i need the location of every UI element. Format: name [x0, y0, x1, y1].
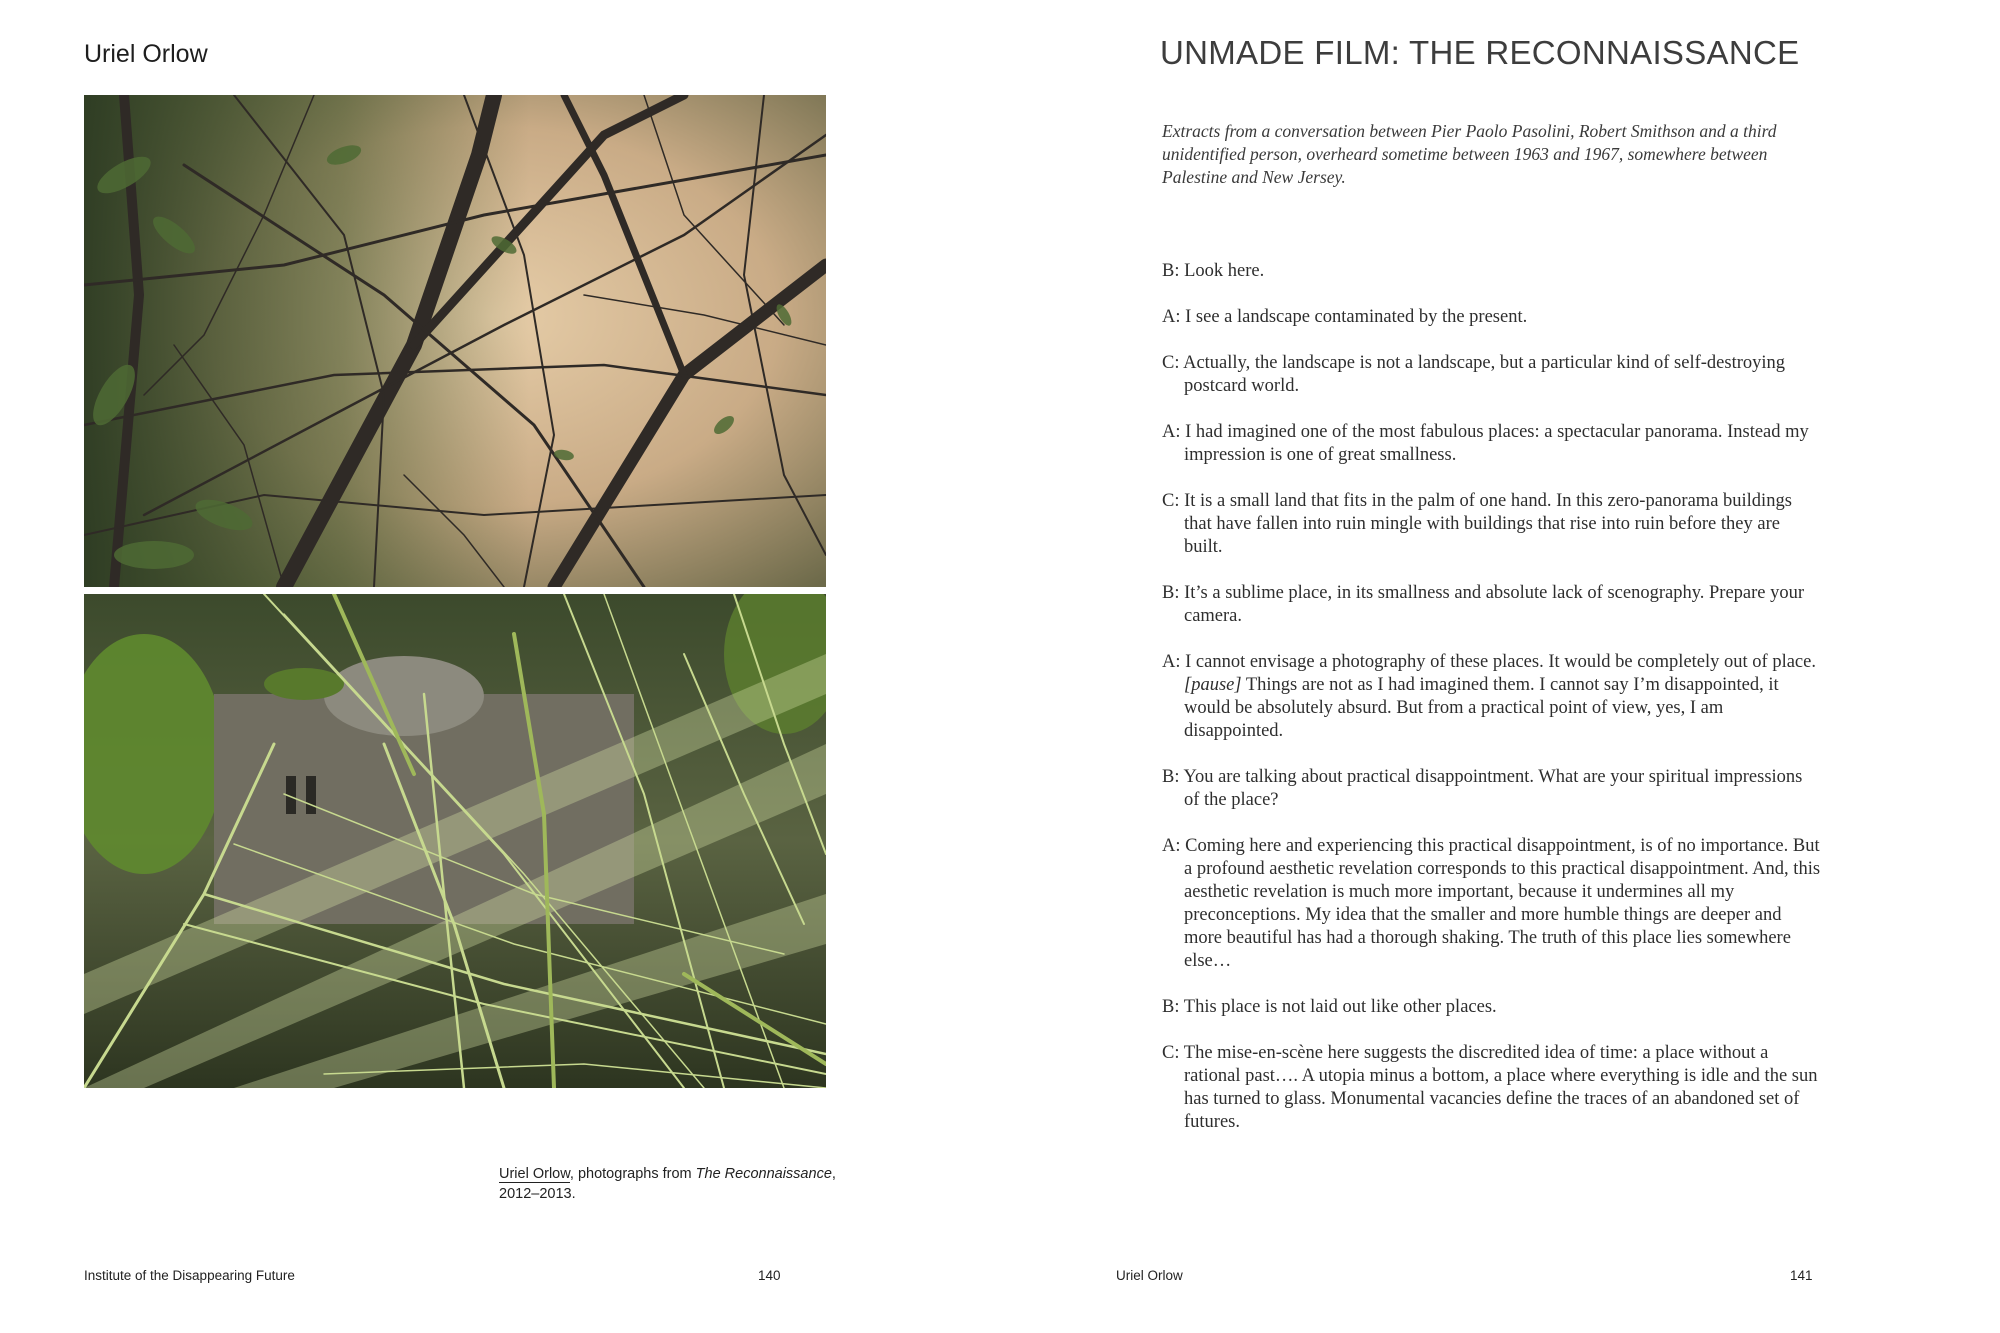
photo-barley-ruin — [84, 594, 826, 1088]
dialogue-text: You are talking about practical disappointment. What are your spiritual impressions of the place? — [1183, 767, 1803, 810]
dialogue-turn — [1162, 766, 1822, 812]
dialogue — [1162, 260, 1822, 1157]
footer-author: Uriel Orlow — [1116, 1268, 1183, 1283]
dialogue-text: Actually, the landscape is not a landscape, but a particular kind of self-destroying postcard world. — [1183, 353, 1786, 396]
dialogue-turn — [1162, 582, 1822, 628]
dialogue-text: I cannot envisage a photography of these places. It would be completely out of place. — [1185, 652, 1816, 672]
photo-tree-branches — [84, 95, 826, 587]
caption-text: , photographs from — [569, 1166, 696, 1182]
caption-years: 2012–2013. — [499, 1186, 576, 1202]
caption-work-title: The Reconnaissance — [695, 1166, 832, 1182]
dialogue-turn — [1162, 421, 1822, 467]
dialogue-text: It’s a sublime place, in its smallness and absolute lack of scenography. Prepare your camera. — [1184, 583, 1805, 626]
speaker-label: B: — [1162, 767, 1180, 787]
speaker-label: B: — [1162, 997, 1180, 1017]
caption-comma: , — [831, 1166, 836, 1182]
speaker-label: C: — [1162, 353, 1180, 373]
speaker-label: B: — [1162, 261, 1180, 281]
stage-direction-pause: [pause] — [1184, 675, 1242, 695]
dialogue-text: This place is not laid out like other places. — [1183, 997, 1497, 1017]
dialogue-turn — [1162, 1042, 1822, 1134]
photo-caption — [499, 1164, 899, 1204]
dialogue-turn — [1162, 260, 1822, 283]
dialogue-text: It is a small land that fits in the palm of one hand. In this zero-panorama buildings that have fallen into ruin mingle with buildings that rise into ruin before they are built. — [1184, 491, 1792, 557]
dialogue-text: I had imagined one of the most fabulous places: a spectacular panorama. Instead my impression is one of great smallness. — [1184, 422, 1809, 465]
article-title: UNMADE FILM: THE RECONNAISSANCE — [1160, 34, 1800, 71]
running-header-author: Uriel Orlow — [84, 40, 208, 68]
speaker-label: C: — [1162, 1043, 1180, 1063]
dialogue-turn — [1162, 490, 1822, 559]
footer-page-number-right: 141 — [1790, 1268, 1813, 1283]
dialogue-text: Look here. — [1184, 261, 1265, 281]
footer-page-number-left: 140 — [758, 1268, 781, 1283]
speaker-label: C: — [1162, 491, 1180, 511]
speaker-label: B: — [1162, 583, 1180, 603]
article-intro: Extracts from a conversation between Pier Paolo Pasolini, Robert Smithson and a third unidentified person, overheard sometime between 1963 and 1967, somewhere between Palestine and New Jersey. — [1162, 121, 1777, 187]
dialogue-text: I see a landscape contaminated by the present. — [1185, 307, 1528, 327]
dialogue-turn — [1162, 306, 1822, 329]
tree-branches-image — [84, 95, 826, 587]
dialogue-turn — [1162, 651, 1822, 743]
dialogue-turn — [1162, 996, 1822, 1019]
dialogue-text: The mise-en-scène here suggests the discredited idea of time: a place without a rational past…. A utopia minus a bottom, a place where everything is idle and the sun has turned to glass. Monumental vacancies define the traces of an abandoned set of futures. — [1183, 1043, 1818, 1132]
speaker-label: A: — [1162, 652, 1181, 672]
dialogue-text-continued: Things are not as I had imagined them. I cannot say I’m disappointed, it would be absolutely absurd. But from a practical point of view, yes, I am disappointed. — [1184, 675, 1779, 741]
footer-book-title: Institute of the Disappearing Future — [84, 1268, 295, 1283]
dialogue-text: Coming here and experiencing this practical disappointment, is of no importance. But a profound aesthetic revelation corresponds to this practical disappointment. And, this aesthetic revelation is much more important, because it undermines all my preconceptions. My idea that the smaller and more humble things are deeper and more beautiful has had a thorough shaking. The truth of this place lies somewhere else… — [1184, 836, 1821, 971]
barley-and-ruin-image — [84, 594, 826, 1088]
speaker-label: A: — [1162, 836, 1181, 856]
dialogue-turn — [1162, 835, 1822, 973]
dialogue-turn — [1162, 352, 1822, 398]
caption-author: Uriel Orlow — [499, 1166, 570, 1182]
speaker-label: A: — [1162, 422, 1181, 442]
speaker-label: A: — [1162, 307, 1181, 327]
